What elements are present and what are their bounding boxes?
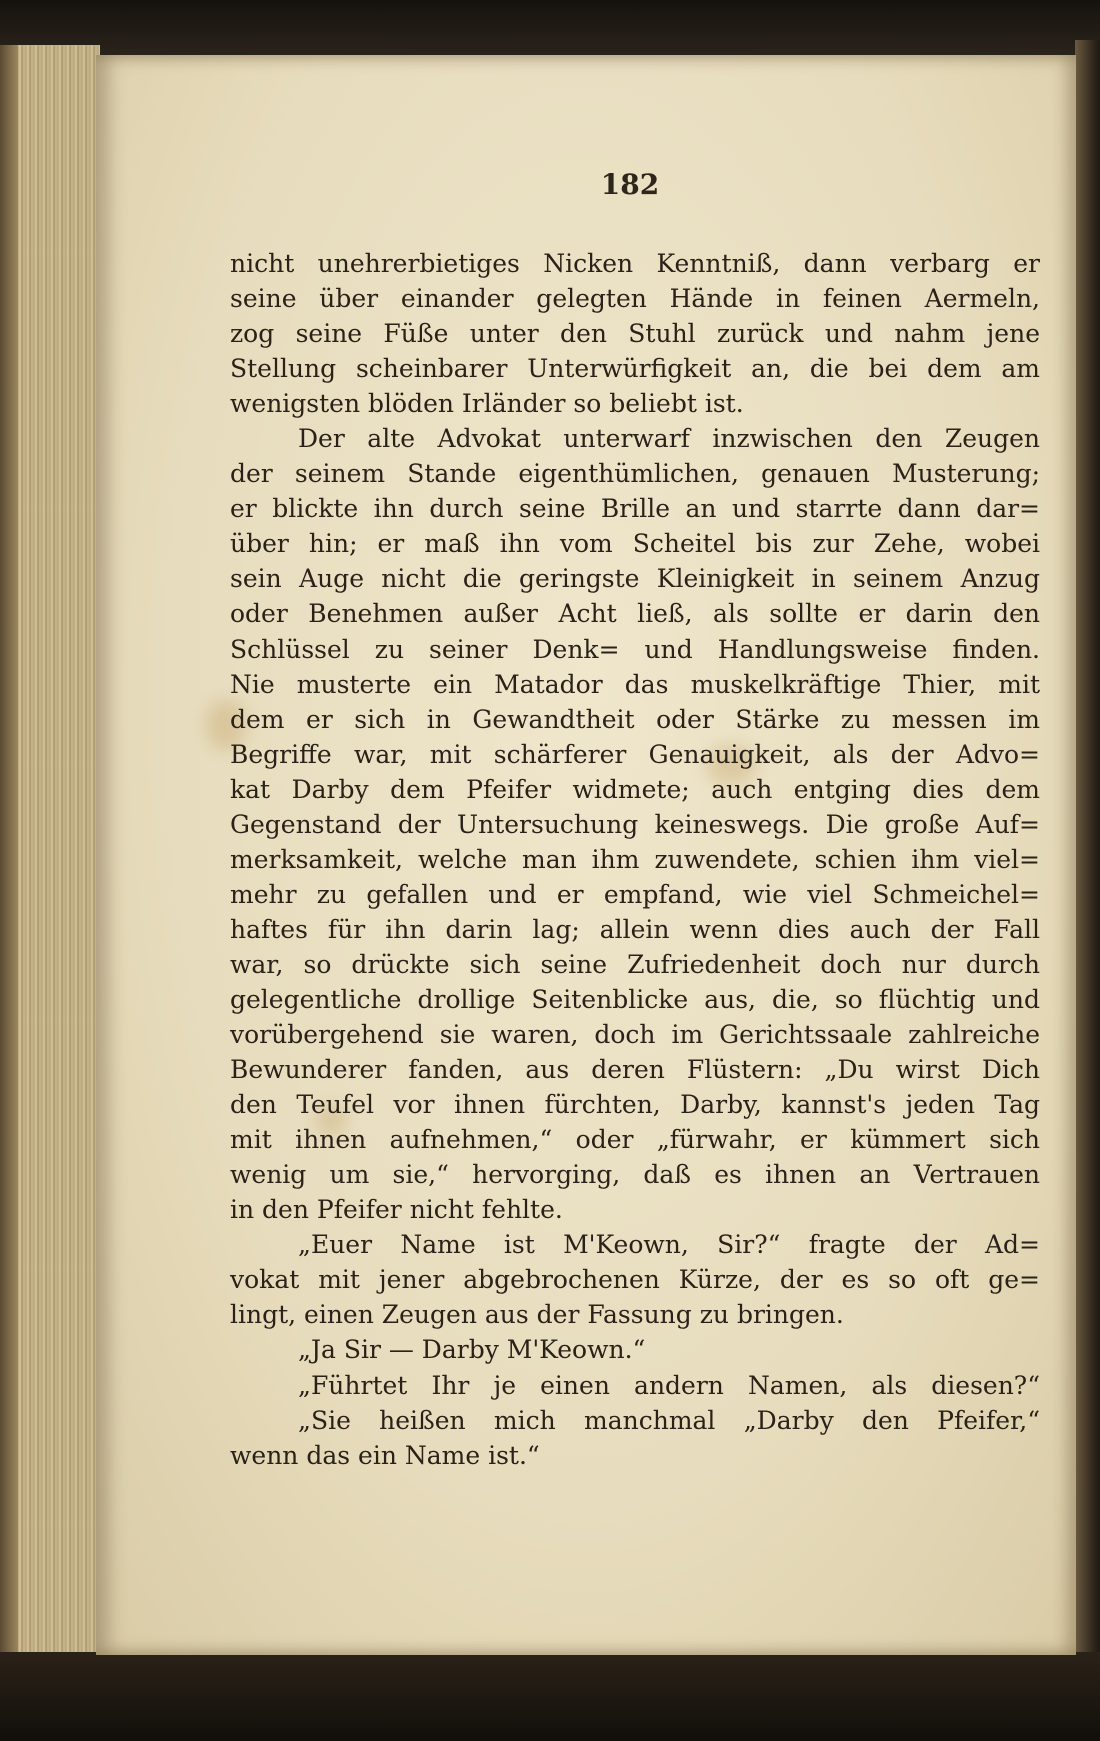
text-line: den Teufel vor ihnen fürchten, Darby, kannst's jeden Tag	[230, 1090, 1040, 1120]
book-top-edge	[0, 0, 1100, 58]
book-right-edge	[1075, 40, 1100, 1660]
text-line: zog seine Füße unter den Stuhl zurück und nahm jene	[230, 319, 1040, 349]
body-text	[230, 246, 1040, 1473]
text-line: kat Darby dem Pfeifer widmete; auch entging dies dem	[230, 774, 1040, 804]
text-line: Gegenstand der Untersuchung keineswegs. Die große Auf=	[230, 809, 1040, 839]
text-line: Stellung scheinbarer Unterwürfigkeit an, die bei dem am	[230, 354, 1040, 384]
text-line: wenigsten blöden Irländer so beliebt ist.	[230, 389, 744, 419]
text-line: oder Benehmen außer Acht ließ, als sollte er darin den	[230, 599, 1040, 629]
text-line: Schlüssel zu seiner Denk= und Handlungsweise finden.	[230, 634, 1040, 664]
text-line: Nie musterte ein Matador das muskelkräftige Thier, mit	[230, 669, 1040, 699]
text-line: Begriffe war, mit schärferer Genauigkeit, als der Advo=	[230, 739, 1040, 769]
text-line: „Euer Name ist M'Keown, Sir?“ fragte der Ad=	[298, 1230, 1040, 1260]
text-line: lingt, einen Zeugen aus der Fassung zu bringen.	[230, 1300, 844, 1330]
text-line: „Sie heißen mich manchmal „Darby den Pfeifer,“	[298, 1405, 1040, 1435]
text-line: mit ihnen aufnehmen,“ oder „fürwahr, er kümmert sich	[230, 1125, 1040, 1155]
text-line: „Ja Sir — Darby M'Keown.“	[298, 1335, 646, 1365]
text-line: der seinem Stande eigenthümlichen, genauen Musterung;	[230, 459, 1040, 489]
text-line: in den Pfeifer nicht fehlte.	[230, 1195, 563, 1225]
text-line: haftes für ihn darin lag; allein wenn dies auch der Fall	[230, 914, 1040, 944]
text-line: war, so drückte sich seine Zufriedenheit doch nur durch	[230, 949, 1040, 979]
text-line: wenn das ein Name ist.“	[230, 1440, 540, 1470]
stacked-page-edges	[0, 45, 100, 1657]
text-line: sein Auge nicht die geringste Kleinigkeit in seinem Anzug	[230, 564, 1040, 594]
book-bottom-edge	[0, 1652, 1100, 1741]
text-line: Bewunderer fanden, aus deren Flüstern: „Du wirst Dich	[230, 1055, 1040, 1085]
text-line: nicht unehrerbietiges Nicken Kenntniß, dann verbarg er	[230, 249, 1040, 278]
text-line: wenig um sie,“ hervorging, daß es ihnen an Vertrauen	[230, 1160, 1040, 1190]
text-line: Der alte Advokat unterwarf inzwischen den Zeugen	[298, 424, 1040, 454]
text-line: merksamkeit, welche man ihm zuwendete, schien ihm viel=	[230, 844, 1040, 874]
text-line: über hin; er maß ihn vom Scheitel bis zur Zehe, wobei	[230, 529, 1040, 559]
text-line: seine über einander gelegten Hände in feinen Aermeln,	[230, 284, 1040, 314]
text-line: dem er sich in Gewandtheit oder Stärke zu messen im	[230, 704, 1040, 734]
page-number: 182	[600, 168, 660, 201]
text-line: gelegentliche drollige Seitenblicke aus, die, so flüchtig und	[230, 984, 1040, 1014]
text-line: er blickte ihn durch seine Brille an und starrte dann dar=	[230, 494, 1040, 524]
text-line: vorübergehend sie waren, doch im Gerichtssaale zahlreiche	[230, 1020, 1040, 1050]
text-line: vokat mit jener abgebrochenen Kürze, der es so oft ge=	[230, 1265, 1040, 1295]
text-line: „Führtet Ihr je einen andern Namen, als diesen?“	[298, 1370, 1040, 1400]
text-line: mehr zu gefallen und er empfand, wie viel Schmeichel=	[230, 879, 1040, 909]
